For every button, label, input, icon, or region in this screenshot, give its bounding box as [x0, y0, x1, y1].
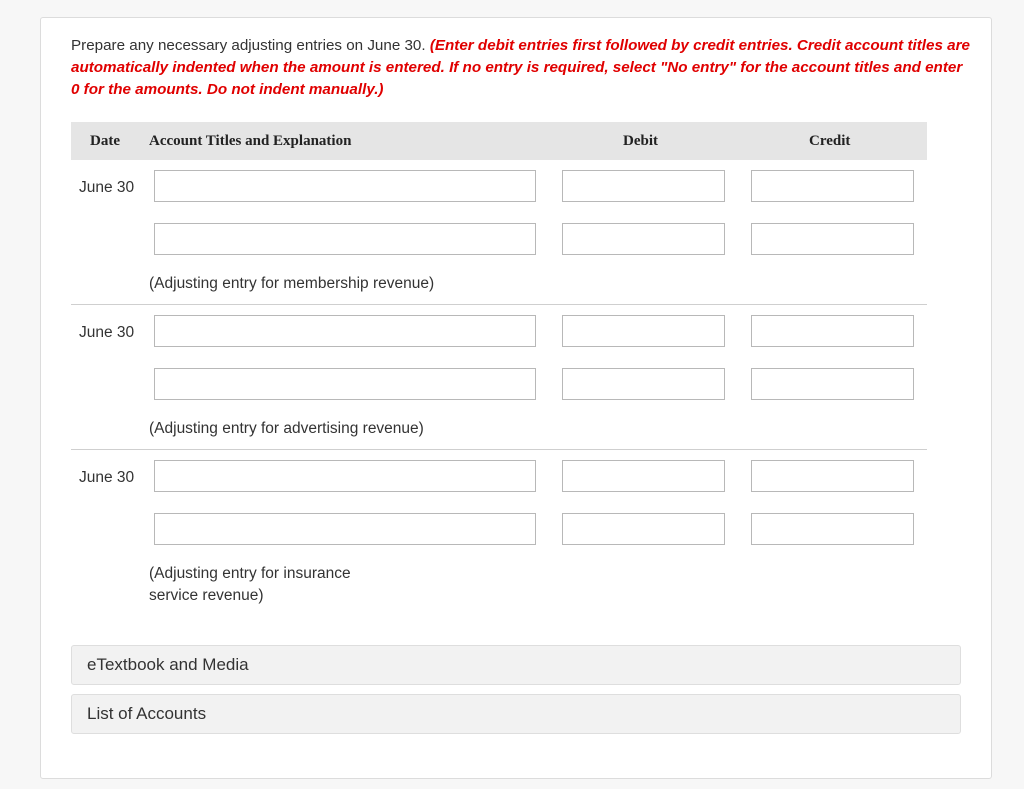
- debit-input[interactable]: [562, 315, 725, 347]
- header-credit: Credit: [809, 133, 851, 149]
- instructions-text: Prepare any necessary adjusting entries on June 30.: [71, 37, 430, 54]
- entry-explanation: (Adjusting entry for insurance service revenue): [149, 565, 351, 604]
- journal-entry-2: [71, 305, 927, 450]
- entry-date: June 30: [79, 469, 135, 486]
- debit-input[interactable]: [562, 368, 725, 400]
- entry-date: June 30: [79, 324, 135, 341]
- debit-input[interactable]: [562, 170, 725, 202]
- table-header: [71, 122, 927, 160]
- entry-date: June 30: [79, 179, 135, 196]
- debit-input[interactable]: [562, 460, 725, 492]
- header-debit: Debit: [623, 133, 658, 149]
- credit-input[interactable]: [751, 315, 914, 347]
- credit-input[interactable]: [751, 513, 914, 545]
- header-date: Date: [90, 133, 120, 149]
- instructions: [71, 35, 971, 101]
- account-title-input[interactable]: [154, 513, 536, 545]
- credit-input[interactable]: [751, 368, 914, 400]
- list-of-accounts-section[interactable]: [71, 694, 961, 734]
- entry-explanation: (Adjusting entry for advertising revenue): [149, 420, 424, 437]
- debit-input[interactable]: [562, 513, 725, 545]
- account-title-input[interactable]: [154, 170, 536, 202]
- question-card: [40, 17, 992, 779]
- account-title-input[interactable]: [154, 315, 536, 347]
- etextbook-media-section[interactable]: [71, 645, 961, 685]
- journal-entry-1: [71, 160, 927, 305]
- etextbook-media-label: eTextbook and Media: [87, 655, 249, 674]
- entry-explanation: (Adjusting entry for membership revenue): [149, 275, 435, 292]
- instructions-emphasis: (Enter debit entries first followed by credit entries. Credit account titles are automatically indented when the amount is entered. If no entry is required, select "No entry" for the account titles and enter 0 for the amounts. Do not indent manually.): [71, 37, 970, 98]
- account-title-input[interactable]: [154, 460, 536, 492]
- credit-input[interactable]: [751, 170, 914, 202]
- account-title-input[interactable]: [154, 223, 536, 255]
- list-of-accounts-label: List of Accounts: [87, 704, 207, 723]
- credit-input[interactable]: [751, 460, 914, 492]
- debit-input[interactable]: [562, 223, 725, 255]
- journal-entry-table: [71, 122, 927, 604]
- journal-entry-3: [71, 450, 927, 604]
- header-account-titles: Account Titles and Explanation: [149, 133, 352, 149]
- account-title-input[interactable]: [154, 368, 536, 400]
- credit-input[interactable]: [751, 223, 914, 255]
